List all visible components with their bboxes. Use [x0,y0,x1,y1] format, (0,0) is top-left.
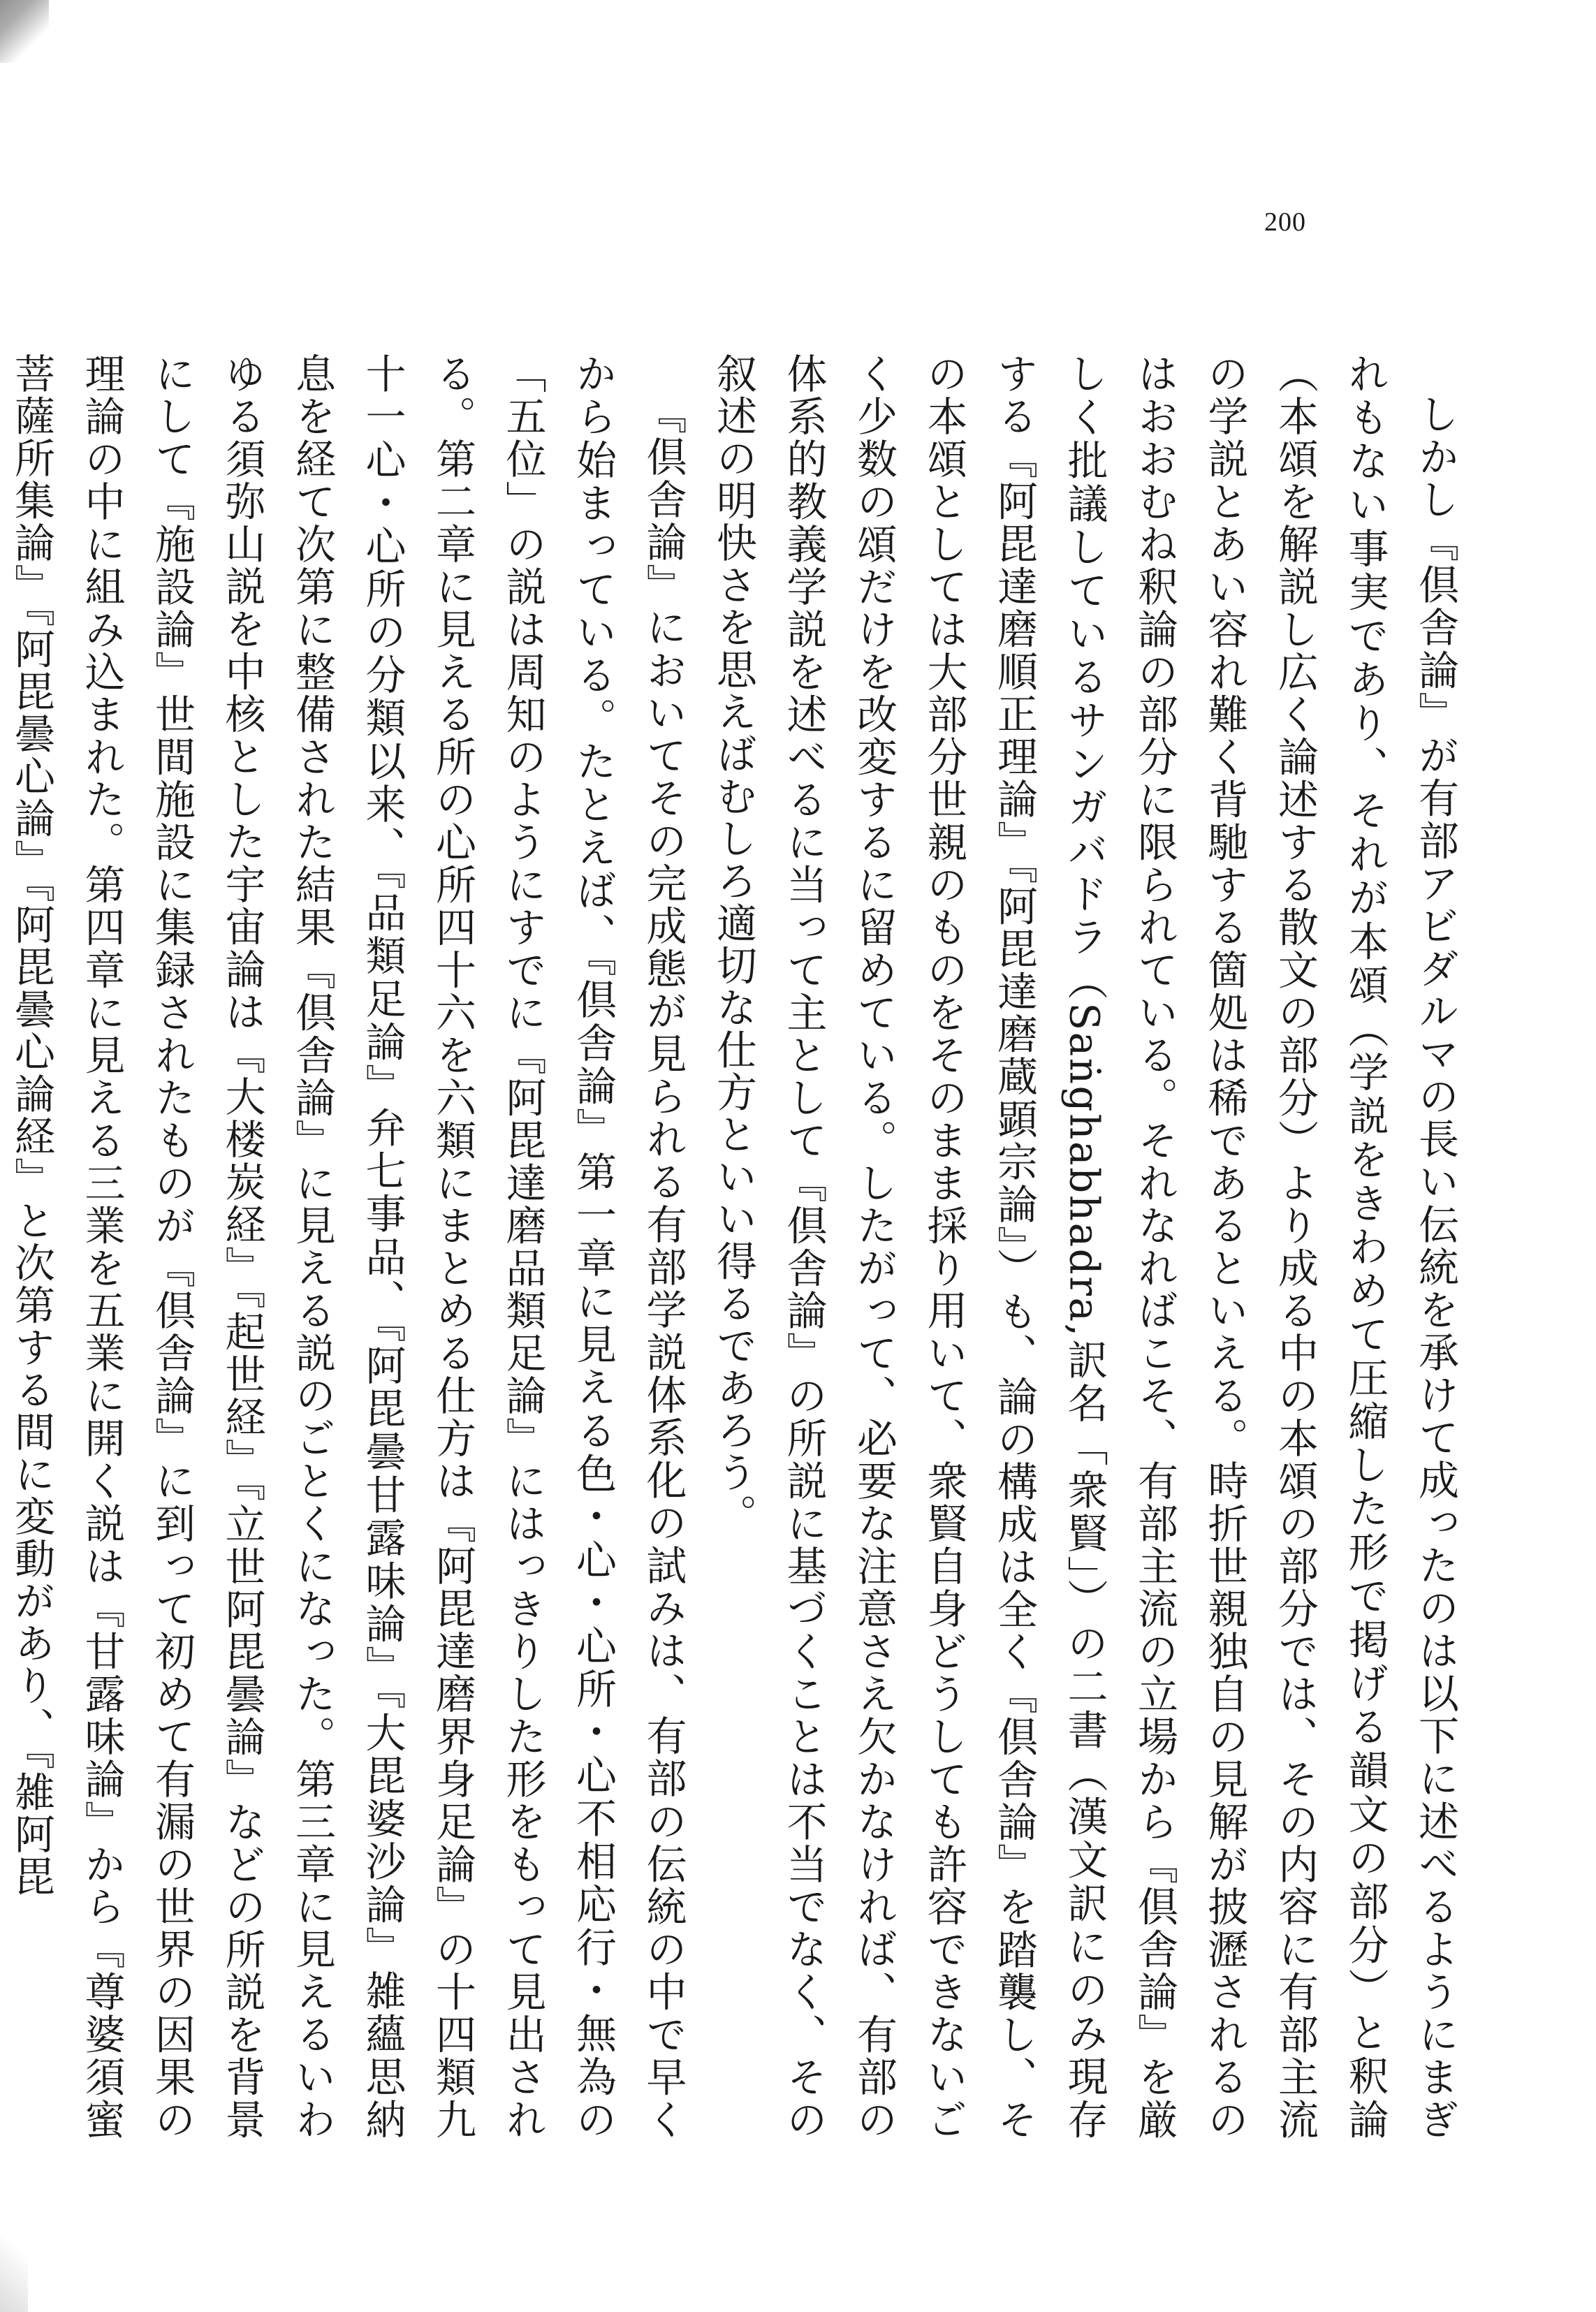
scan-corner-shadow [0,0,49,63]
scan-edge-shadow [0,2235,28,2312]
paragraph-1: しかし『倶舎論』が有部アビダルマの長い伝統を承けて成ったのは以下に述べるようにまぎれもない事実であり、それが本頌（学説をきわめて圧縮した形で掲げる韻文の部分）と釈論（本頌を解説し広く論述する散文の部分）より成る中の本頌の部分では、その内容に有部主流の学説とあい容れ難く背馳する箇処は稀であるといえる。時折世親独自の見解が披瀝されるのはおおむね釈論の部分に限られている。それなればこそ、有部主流の立場から『倶舎論』を厳しく批議しているサンガバドラ（Saṅghabhadra,訳名「衆賢」）の二書（漢文訳にのみ現存する『阿毘達磨順正理論』『阿毘達磨蔵顕宗論』）も、論の構成は全く『倶舎論』を踏襲し、その本頌としては大部分世親のものをそのまま採り用いて、衆賢自身どうしても許容できないごく少数の頌だけを改変するに留めている。したがって、必要な注意さえ欠かなければ、有部の体系的教義学説を述べるに当って主として『倶舎論』の所説に基づくことは不当でなく、その叙述の明快さを思えばむしろ適切な仕方といい得るであろう。 [710,353,1459,2142]
page-number: 200 [1264,207,1306,237]
paragraph-2: 『倶舎論』においてその完成態が見られる有部学説体系化の試みは、有部の伝統の中で早くから始まっている。たとえば、『倶舎論』第一章に見える色・心・心所・心不相応行・無為の「五位」の説は周知のようにすでに『阿毘達磨品類足論』にはっきりした形をもって見出される。第二章に見える所の心所四十六を六類にまとめる仕方は『阿毘達磨界身足論』の十四類九十一心・心所の分類以来、『品類足論』弁七事品、『阿毘曇甘露味論』『大毘婆沙論』雑蘊思納息を経て次第に整備された結果『倶舎論』に見える説のごとくになった。第三章に見えるいわゆる須弥山説を中核とした宇宙論は『大楼炭経』『起世経』『立世阿毘曇論』などの所説を背景にして『施設論』世間施設に集録されたものが『倶舎論』に到って初めて有漏の世界の因果の理論の中に組み込まれた。第四章に見える三業を五業に開く説は『甘露味論』から『尊婆須蜜菩薩所集論』『阿毘曇心論』『阿毘曇心論経』と次第する間に変動があり、『雑阿毘 [8,353,687,2142]
body-text [8,353,1470,2142]
